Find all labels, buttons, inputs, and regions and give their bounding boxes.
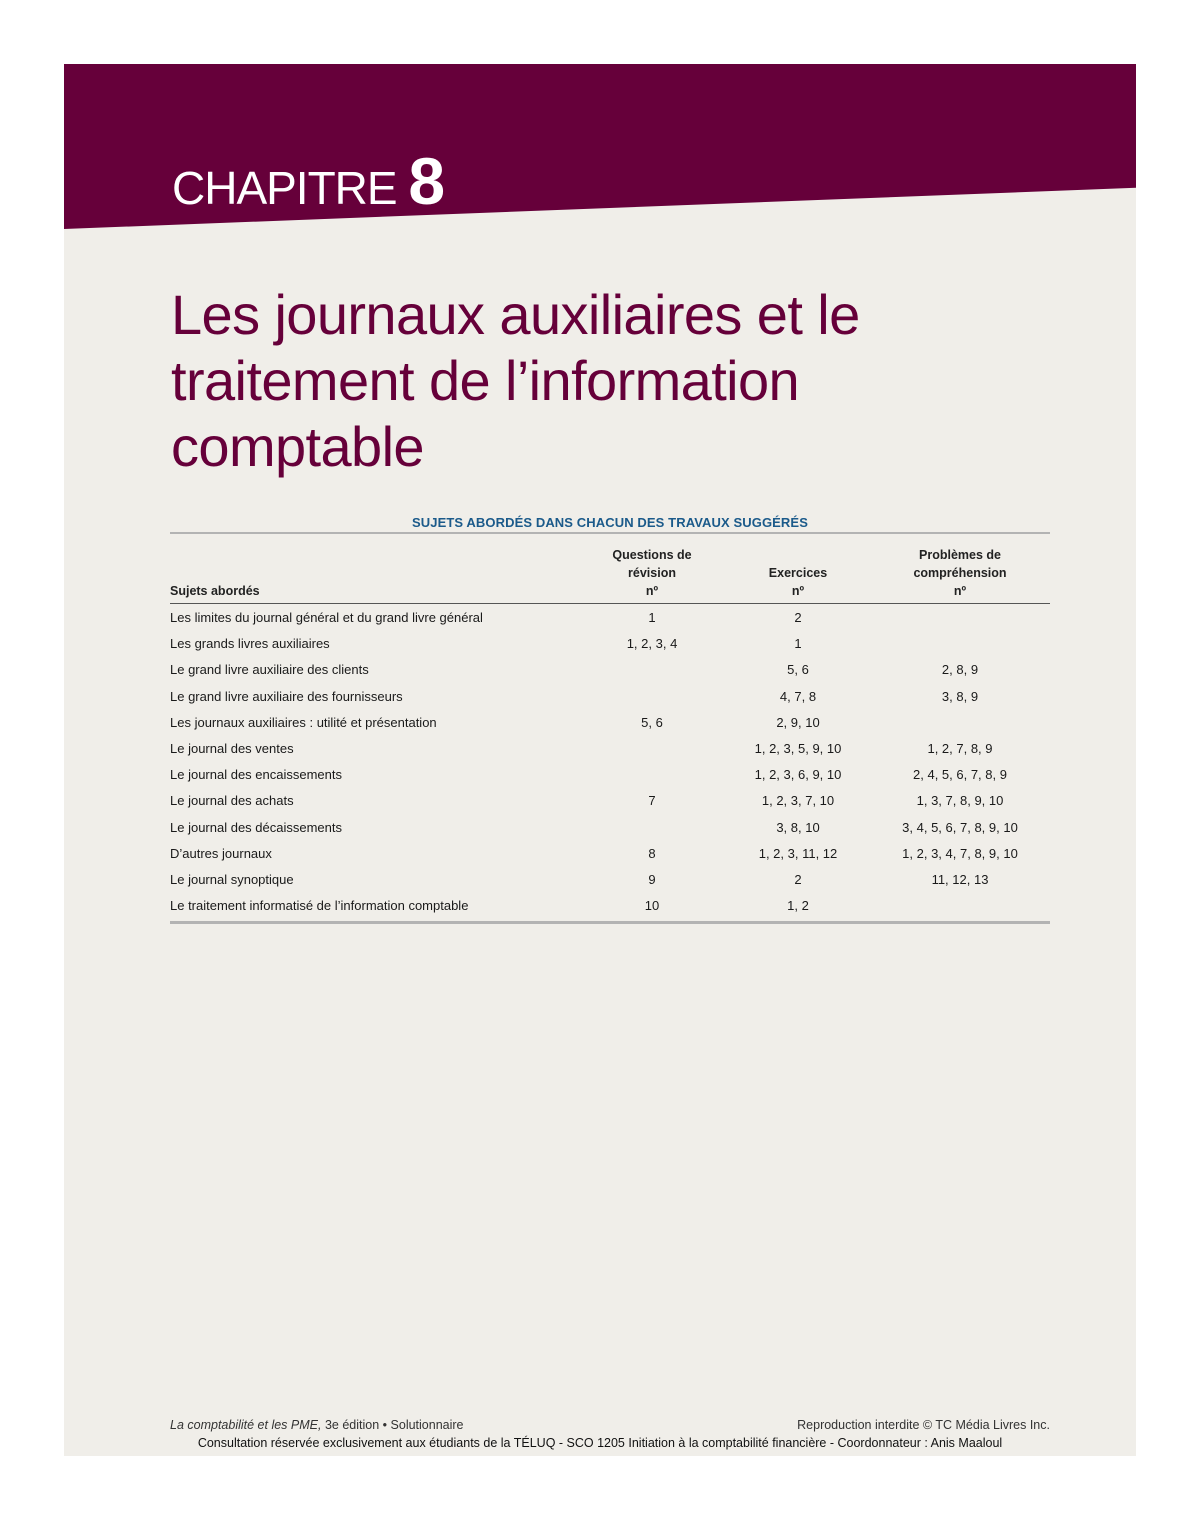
cell-subject: D’autres journaux [170, 845, 272, 861]
table-row [170, 710, 1050, 736]
cell-exercices: 1, 2, 3, 6, 9, 10 [754, 767, 842, 783]
footer-rights: Reproduction interdite © TC Média Livres Inc. [797, 1418, 1050, 1432]
table-row [170, 867, 1050, 893]
cell-subject: Le journal des ventes [170, 740, 294, 756]
column-header-exercices [758, 564, 838, 600]
cell-problemes: 2, 4, 5, 6, 7, 8, 9 [913, 767, 1007, 783]
cell-problemes: 3, 8, 9 [941, 688, 979, 704]
cell-questions: 10 [644, 898, 660, 914]
column-header-line: révision [628, 566, 676, 580]
cell-questions: 5, 6 [641, 714, 663, 730]
column-header-subject: Sujets abordés [170, 584, 260, 598]
cell-problemes: 2, 8, 9 [941, 662, 979, 678]
table-row [170, 815, 1050, 841]
table-row [170, 657, 1050, 683]
cell-exercices: 3, 8, 10 [776, 819, 820, 835]
cell-problemes: 1, 2, 3, 4, 7, 8, 9, 10 [902, 845, 1018, 861]
cell-subject: Le journal des achats [170, 793, 294, 809]
footer-notice: Consultation réservée exclusivement aux étudiants de la TÉLUQ - SCO 1205 Initiation à la comptabilité financière - Coordonnateur : Anis Maaloul [197, 1436, 1003, 1450]
cell-subject: Le grand livre auxiliaire des fournisseurs [170, 688, 403, 704]
cell-questions: 9 [648, 871, 656, 887]
table-row [170, 605, 1050, 631]
cell-exercices: 1, 2 [787, 898, 809, 914]
cell-questions: 1 [648, 610, 656, 625]
cell-exercices: 2 [794, 871, 802, 887]
column-header-line: nº [791, 584, 805, 598]
footer-bullet: • [382, 1418, 388, 1432]
cell-subject: Le journal des encaissements [170, 767, 342, 783]
column-header-line: Exercices [768, 566, 828, 580]
column-header-line: Problèmes de [919, 548, 1001, 562]
column-header-questions [612, 546, 692, 600]
cell-subject: Les journaux auxiliaires : utilité et présentation [170, 714, 437, 730]
footer-edition: 3e édition [324, 1418, 380, 1432]
footer-book-info [170, 1418, 464, 1432]
cell-subject: Les grands livres auxiliaires [170, 636, 330, 652]
cell-subject: Le journal synoptique [170, 871, 294, 887]
table-row [170, 762, 1050, 788]
cell-problemes: 11, 12, 13 [931, 871, 989, 887]
cell-subject: Les limites du journal général et du grand livre général [170, 610, 483, 625]
chapter-number: 8 [408, 144, 446, 218]
cell-exercices: 2 [794, 610, 802, 625]
cell-exercices: 4, 7, 8 [779, 688, 817, 704]
cell-exercices: 1, 2, 3, 5, 9, 10 [754, 740, 842, 756]
column-header-problemes [890, 546, 1030, 600]
table-row [170, 841, 1050, 867]
chapter-title-line: traitement de l’information [171, 349, 800, 412]
table-header-rule [170, 603, 1050, 604]
column-header-line: nº [645, 584, 659, 598]
document-page [64, 64, 1136, 1456]
table-top-rule [170, 532, 1050, 534]
chapter-title-line: comptable [171, 415, 424, 478]
table-row [170, 684, 1050, 710]
cell-questions: 8 [648, 845, 656, 861]
cell-exercices: 2, 9, 10 [776, 714, 820, 730]
cell-problemes: 3, 4, 5, 6, 7, 8, 9, 10 [902, 819, 1018, 835]
column-header-line: compréhension [913, 566, 1007, 580]
footer-solution: Solutionnaire [390, 1418, 464, 1432]
cell-subject: Le journal des décaissements [170, 819, 342, 835]
chapter-title-line: Les journaux auxiliaires et le [171, 283, 860, 346]
cell-exercices: 5, 6 [787, 662, 809, 678]
table-header [170, 542, 1050, 600]
cell-exercices: 1, 2, 3, 11, 12 [758, 845, 838, 861]
cell-subject: Le traitement informatisé de l’information comptable [170, 898, 469, 914]
chapter-label [172, 144, 446, 218]
table-row [170, 631, 1050, 657]
cell-questions: 1, 2, 3, 4 [626, 636, 678, 652]
cell-exercices: 1 [794, 636, 802, 652]
column-header-line: Questions de [612, 548, 692, 562]
chapter-word: CHAPITRE [172, 162, 397, 214]
cell-problemes: 1, 2, 7, 8, 9 [927, 740, 993, 756]
table-body [170, 605, 1050, 919]
cell-exercices: 1, 2, 3, 7, 10 [761, 793, 835, 809]
cell-problemes: 1, 3, 7, 8, 9, 10 [916, 793, 1004, 809]
table-row [170, 893, 1050, 919]
column-header-line: nº [953, 584, 967, 598]
chapter-title [171, 282, 991, 480]
footer-book-title: La comptabilité et les PME, [170, 1418, 322, 1432]
cell-questions: 7 [648, 793, 656, 809]
table-row [170, 736, 1050, 762]
cell-subject: Le grand livre auxiliaire des clients [170, 662, 369, 678]
table-title: SUJETS ABORDÉS DANS CHACUN DES TRAVAUX SUGGÉRÉS [412, 515, 808, 530]
table-bottom-rule [170, 921, 1050, 924]
table-row [170, 788, 1050, 814]
